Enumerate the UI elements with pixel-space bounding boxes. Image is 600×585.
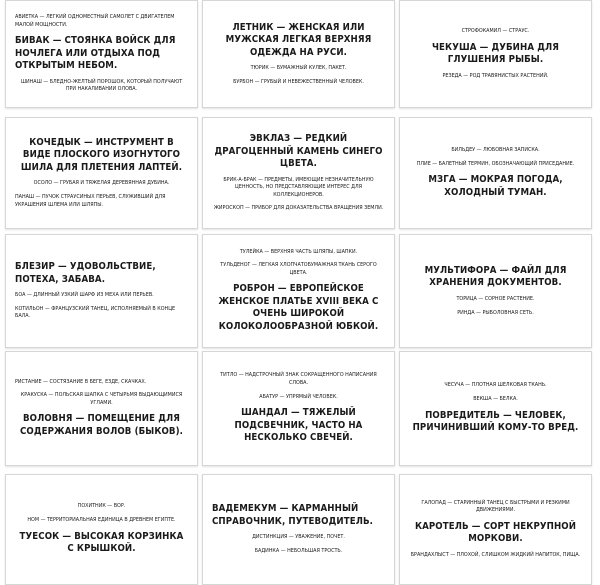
definition-card [399,234,592,348]
secondary-definition: КРАКУСКА — ПОЛЬСКАЯ ШАПКА С ЧЕТЫРЬМЯ ВЫДАЮЩИМИСЯ УГЛАМИ. [20,392,183,406]
secondary-definition: ДИСТИНКЦИЯ — УВАЖЕНИЕ, ПОЧЕТ. [252,534,345,541]
secondary-definition: ОСОЛО — ГРУБАЯ И ТЯЖЕЛАЯ ДЕРЕВЯННАЯ ДУБИНА. [33,180,170,187]
main-definition: ВОЛОВНЯ — ПОМЕЩЕНИЕ ДЛЯ СОДЕРЖАНИЯ ВОЛОВ (БЫКОВ). [19,413,184,437]
main-definition: ЛЕТНИК — ЖЕНСКАЯ ИЛИ МУЖСКАЯ ЛЕГКАЯ ВЕРХНЯЯ ОДЕЖДА НА РУСИ. [225,21,372,58]
secondary-definition: ТУЛЬДЕНОГ — ЛЕГКАЯ ХЛОПЧАТОБУМАЖНАЯ ТКАНЬ СЕРОГО ЦВЕТА. [220,262,377,276]
definition-card [202,474,395,585]
secondary-definition: РЕЗЕДА — РОД ТРАВЯНИСТЫХ РАСТЕНИЙ. [442,72,549,79]
secondary-definition: АБАТУР — УПРЯМЫЙ ЧЕЛОВЕК. [259,393,338,400]
definition-card [399,0,592,108]
main-definition: МУЛЬТИФОРА — ФАЙЛ ДЛЯ ХРАНЕНИЯ ДОКУМЕНТОВ. [424,264,567,289]
secondary-definition: АВИЕТКА — ЛЕГКИЙ ОДНОМЕСТНЫЙ САМОЛЕТ С ДВИГАТЕЛЕМ МАЛОЙ МОЩНОСТИ. [15,14,175,28]
definition-card [202,0,395,108]
definition-card [202,351,395,466]
main-definition: РОБРОН — ЕВРОПЕЙСКОЕ ЖЕНСКОЕ ПЛАТЬЕ XVIII ВЕКА С ОЧЕНЬ ШИРОКОЙ КОЛОКОЛООБРАЗНОЙ ЮБКОЙ. [218,283,379,332]
secondary-definition: ТИТЛО — НАДСТРОЧНЫЙ ЗНАК СОКРАЩЕННОГО НАПИСАНИЯ СЛОВА. [220,372,377,386]
definition-card [399,117,592,229]
definition-card [399,474,592,585]
secondary-definition: ШИНАШ — БЛЕДНО-ЖЕЛТЫЙ ПОРОШОК, КОТОРЫЙ ПОЛУЧАЮТ ПРИ НАКАЛИВАНИИ ОЛОВА. [20,78,183,93]
main-definition: ЭВКЛАЗ — РЕДКИЙ ДРАГОЦЕННЫЙ КАМЕНЬ СИНЕГО ЦВЕТА. [214,133,383,170]
secondary-definition: ВЕКША — БЕЛКА. [473,396,518,402]
main-definition: ЧЕКУША — ДУБИНА ДЛЯ ГЛУШЕНИЯ РЫБЫ. [431,41,560,65]
secondary-definition: ПЛИЕ — БАЛЕТНЫЙ ТЕРМИН, ОБОЗНАЧАЮЩИЙ ПРИСЕДАНИЕ. [416,160,575,167]
definition-card [399,351,592,466]
main-definition: БЛЕЗИР — УДОВОЛЬСТВИЕ, ПОТЕХА, ЗАБАВА. [15,261,156,285]
main-definition: ШАНДАЛ — ТЯЖЕЛЫЙ ПОДСВЕЧНИК, ЧАСТО НА НЕСКОЛЬКО СВЕЧЕЙ. [234,407,363,444]
main-definition: ВАДЕМЕКУМ — КАРМАННЫЙ СПРАВОЧНИК, ПУТЕВОДИТЕЛЬ. [212,503,374,527]
secondary-definition: ТУЛЕЙКА — ВЕРХНЯЯ ЧАСТЬ ШЛЯПЫ, ШАПКИ. [239,248,358,255]
secondary-definition: БИЛЬДЕУ — ЛЮБОВНАЯ ЗАПИСКА. [451,146,540,153]
definition-card [5,234,198,348]
secondary-definition: ЖИРОСКОП — ПРИБОР ДЛЯ ДОКАЗАТЕЛЬСТВА ВРАЩЕНИЯ ЗЕМЛИ. [213,205,384,212]
main-definition: МЗГА — МОКРАЯ ПОГОДА, ХОЛОДНЫЙ ТУМАН. [428,174,563,198]
secondary-definition: ПАНАШ — ПУЧОК СТРАУСИНЫХ ПЕРЬЕВ, СЛУЖИВШИЙ ДЛЯ УКРАШЕНИЯ ШЛЕМА ИЛИ ШЛЯПЫ. [15,193,166,208]
main-definition: ТУЕСОК — ВЫСОКАЯ КОРЗИНКА С КРЫШКОЙ. [19,530,184,555]
main-definition: КОЧЕДЫК — ИНСТРУМЕНТ В ВИДЕ ПЛОСКОГО ИЗОГНУТОГО ШИЛА ДЛЯ ПЛЕТЕНИЯ ЛАПТЕЙ. [20,136,183,173]
main-definition: КАРОТЕЛЬ — СОРТ НЕКРУПНОЙ МОРКОВИ. [414,520,577,545]
secondary-definition: БРИК-А-БРАК — ПРЕДМЕТЫ, ИМЕЮЩИЕ НЕЗНАЧИТЕЛЬНУЮ ЦЕННОСТЬ, НО ПРЕДСТАВЛЯЮЩИЕ ИНТЕРЕС ДЛЯ КОЛЛЕКЦИОНЕРОВ. [223,176,374,198]
secondary-definition: ЧЕСУЧА — ПЛОТНАЯ ШЕЛКОВАЯ ТКАНЬ. [444,382,547,389]
definition-card [5,0,198,108]
secondary-definition: ТОРИЦА — СОРНОЕ РАСТЕНИЕ. [456,295,535,302]
main-definition: ПОВРЕДИТЕЛЬ — ЧЕЛОВЕК, ПРИЧИНИВШИЙ КОМУ-ТО ВРЕД. [412,409,579,434]
definition-card [202,234,395,348]
secondary-definition: БУРБОН — ГРУБЫЙ И НЕВЕЖЕСТВЕННЫЙ ЧЕЛОВЕК. [233,78,364,85]
secondary-definition: БРАНДАХЛЫСТ — ПЛОХОЙ, СЛИШКОМ ЖИДКИЙ НАПИТОК, ПИЩА. [410,551,581,558]
secondary-definition: КОТИЛЬОН — ФРАНЦУЗСКИЙ ТАНЕЦ, ИСПОЛНЯЕМЫЙ В КОНЦЕ БАЛА. [15,305,176,320]
definition-card [5,351,198,466]
secondary-definition: НОМ — ТЕРРИТОРИАЛЬНАЯ ЕДИНИЦА В ДРЕВНЕМ ЕГИПТЕ. [27,517,176,523]
main-definition: БИВАК — СТОЯНКА ВОЙСК ДЛЯ НОЧЛЕГА ИЛИ ОТДЫХА ПОД ОТКРЫТЫМ НЕБОМ. [15,35,176,72]
definition-card [202,117,395,229]
secondary-definition: ГАЛОПАД — СТАРИННЫЙ ТАНЕЦ С БЫСТРЫМИ И РЕЗКИМИ ДВИЖЕНИЯМИ. [421,499,570,514]
secondary-definition: СТРОФОКАМИЛ — СТРАУС. [461,27,530,34]
definition-card [5,117,198,229]
secondary-definition: РИСТАНИЕ — СОСТЯЗАНИЕ В БЕГЕ, ЕЗДЕ, СКАЧКАХ. [15,378,147,385]
secondary-definition: ТЮРИК — БУМАЖНЫЙ КУЛЕК, ПАКЕТ. [250,65,347,72]
secondary-definition: БАДИНКА — НЕБОЛЬШАЯ ТРОСТЬ. [254,548,343,554]
secondary-definition: БОА — ДЛИННЫЙ УЗКИЙ ШАРФ ИЗ МЕХА ИЛИ ПЕРЬЕВ. [15,292,154,299]
secondary-definition: ПОХИТНИК — ВОР. [77,503,126,510]
secondary-definition: РИНДА — РЫБОЛОВНАЯ СЕТЬ. [457,309,534,316]
definition-card [5,474,198,585]
